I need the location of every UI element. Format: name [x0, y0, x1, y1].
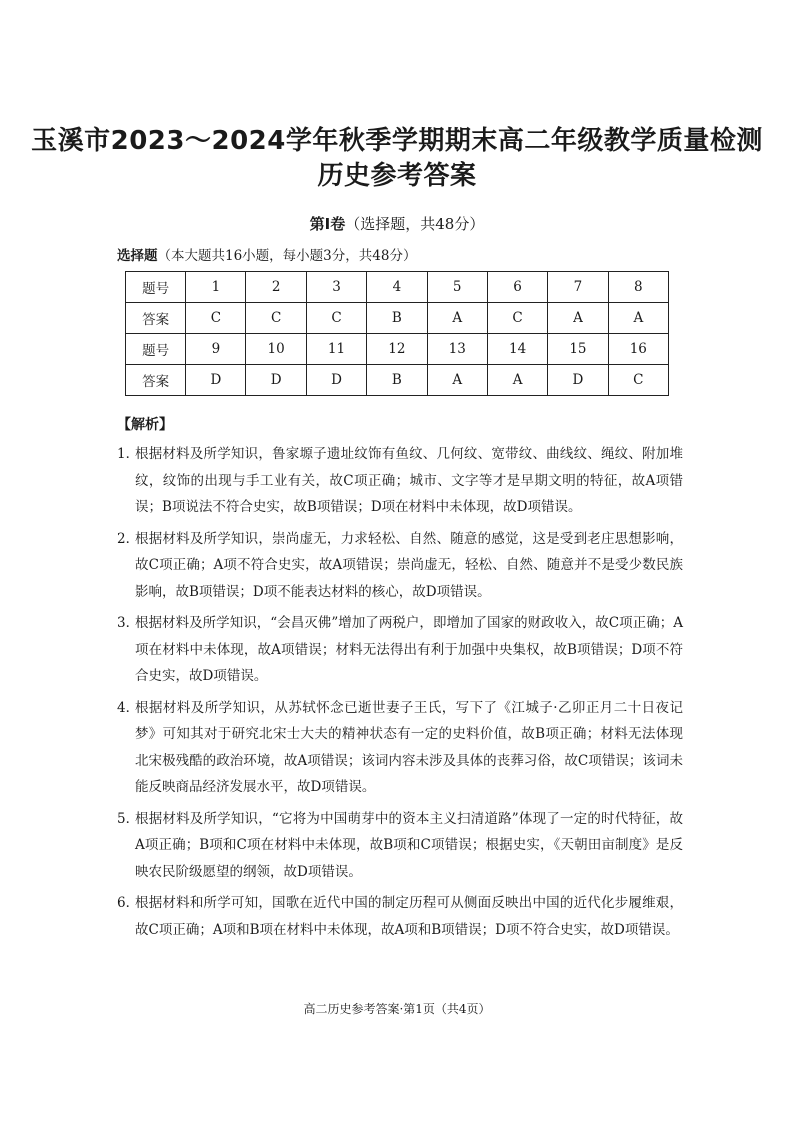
table-cell: D [186, 365, 246, 396]
table-cell: D [548, 365, 608, 396]
analysis-heading: 【解析】 [117, 417, 173, 433]
list-item [117, 695, 683, 801]
table-row-header: 答案 [126, 303, 186, 334]
table-cell: C [246, 303, 306, 334]
list-item [117, 526, 683, 606]
item-text: 根据材料及所学知识，从苏轼怀念已逝世妻子王氏，写下了《江城子·乙卯正月二十日夜记梦》可知其对于研究北宋士大夫的精神状态有一定的史料价值，故B项正确；材料无法体现北宋极残酷的政治环境，故A项错误；该词内容未涉及具体的丧葬习俗，故C项错误；该词未能反映商品经济发展水平，故D项错误。 [135, 699, 683, 795]
answer-table [125, 271, 669, 396]
table-cell: A [548, 303, 608, 334]
table-cell: A [487, 365, 547, 396]
item-text: 根据材料和所学可知，国歌在近代中国的制定历程可从侧面反映出中国的近代化步履维艰，故C项正确；A项和B项在材料中未体现，故A项和B项错误；D项不符合史实，故D项错误。 [135, 895, 683, 938]
table-cell: 13 [427, 334, 487, 365]
item-number: 4． [117, 699, 140, 716]
multiple-choice-intro [117, 244, 416, 264]
table-cell: 14 [487, 334, 547, 365]
table-cell: 4 [367, 272, 427, 303]
table-row [126, 365, 669, 396]
document-subtitle: 历史参考答案 [317, 161, 477, 191]
table-cell: C [608, 365, 668, 396]
table-cell: 5 [427, 272, 487, 303]
item-number: 5． [117, 810, 140, 827]
table-cell: 1 [186, 272, 246, 303]
section-heading-bold: 第Ⅰ卷 [309, 215, 346, 233]
table-cell: 15 [548, 334, 608, 365]
list-item [117, 806, 683, 886]
document-title: 玉溪市2023～2024学年秋季学期期末高二年级教学质量检测 [31, 126, 763, 156]
table-cell: 6 [487, 272, 547, 303]
table-cell: B [367, 365, 427, 396]
table-cell: B [367, 303, 427, 334]
table-row-header: 答案 [126, 365, 186, 396]
item-text: 根据材料及所学知识，“它将为中国萌芽中的资本主义扫清道路”体现了一定的时代特征，故A项正确；B项和C项在材料中未体现，故B项和C项错误；根据史实，《天朝田亩制度》是反映农民阶级愿望的纲领，故D项错误。 [135, 810, 683, 880]
table-cell: 3 [306, 272, 366, 303]
table-cell: 12 [367, 334, 427, 365]
table-row [126, 334, 669, 365]
analysis-list [0, 441, 794, 948]
item-number: 2． [117, 530, 140, 547]
table-cell: D [246, 365, 306, 396]
item-text: 根据材料及所学知识，崇尚虚无，力求轻松、自然、随意的感觉，这是受到老庄思想影响，故C项正确；A项不符合史实，故A项错误；崇尚虚无，轻松、自然、随意并不是受少数民族影响，故B项错误；D项不能表达材料的核心，故D项错误。 [135, 530, 683, 600]
table-row [126, 272, 669, 303]
table-cell: 9 [186, 334, 246, 365]
section-heading-rest: （选择题，共48分） [345, 215, 485, 233]
table-row-header: 题号 [126, 334, 186, 365]
table-cell: 8 [608, 272, 668, 303]
table-cell: 16 [608, 334, 668, 365]
table-cell: A [427, 365, 487, 396]
table-cell: A [608, 303, 668, 334]
item-number: 3． [117, 615, 140, 631]
table-cell: 11 [306, 334, 366, 365]
item-text: 根据材料及所学知识，鲁家塬子遗址纹饰有鱼纹、几何纹、宽带纹、曲线纹、绳纹、附加堆纹，纹饰的出现与手工业有关，故C项正确；城市、文字等才是早期文明的特征，故A项错误；B项说法不符合史实，故B项错误；D项在材料中未体现，故D项错误。 [135, 446, 683, 515]
item-number: 1． [117, 446, 140, 462]
multiple-choice-note: （本大题共16小题，每小题3分，共48分） [157, 248, 417, 264]
table-cell: C [186, 303, 246, 334]
table-row-header: 题号 [126, 272, 186, 303]
table-cell: 2 [246, 272, 306, 303]
list-item [117, 610, 683, 690]
table-row [126, 303, 669, 334]
item-number: 6． [117, 895, 140, 911]
table-cell: 10 [246, 334, 306, 365]
table-cell: D [306, 365, 366, 396]
table-cell: C [487, 303, 547, 334]
item-text: 根据材料及所学知识，“会昌灭佛”增加了两税户，即增加了国家的财政收入，故C项正确；A项在材料中未体现，故A项错误；材料无法得出有利于加强中央集权，故B项错误；D项不符合史实，故D项错误。 [135, 615, 683, 684]
table-cell: A [427, 303, 487, 334]
list-item [117, 441, 683, 521]
page-footer: 高二历史参考答案·第1页（共4页） [303, 1002, 491, 1016]
section-heading [0, 213, 794, 234]
multiple-choice-label: 选择题 [117, 248, 158, 264]
list-item [117, 890, 683, 943]
table-cell: 7 [548, 272, 608, 303]
table-cell: C [306, 303, 366, 334]
